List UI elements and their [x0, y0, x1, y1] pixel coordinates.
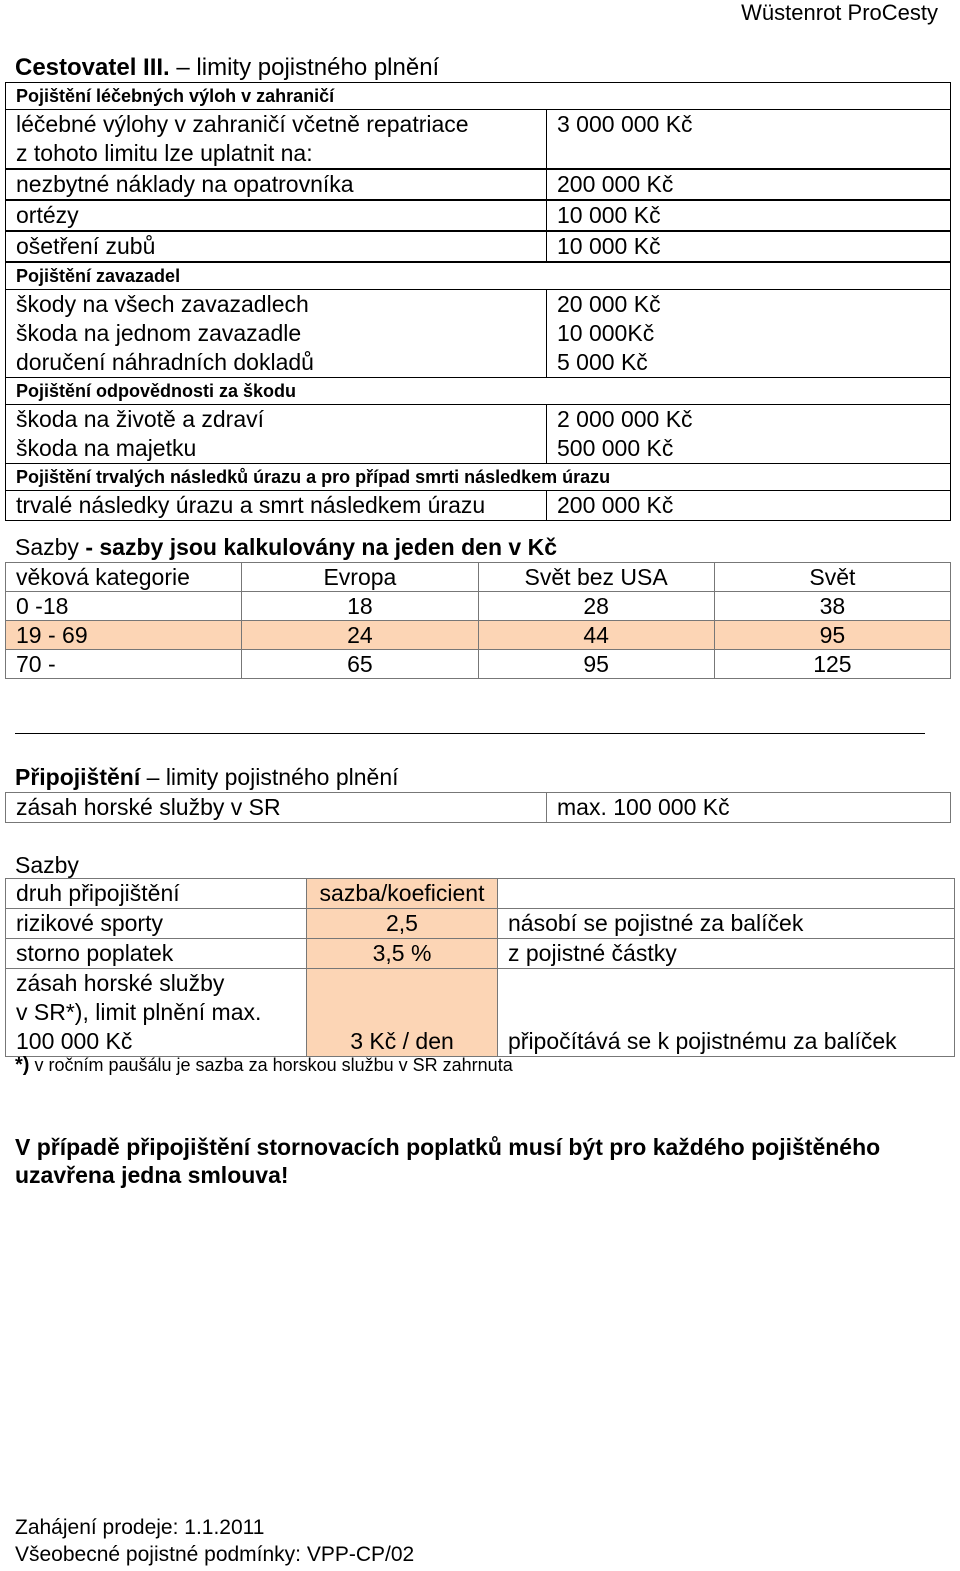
- table-row: 0 -18 18 28 38: [6, 592, 951, 621]
- table-row: trvalé následky úrazu a smrt následkem úrazu 200 000 Kč: [6, 491, 951, 521]
- section-medical: Pojištění léčebných výloh v zahraničí: [6, 83, 951, 110]
- title-rest: – limity pojistného plnění: [169, 54, 440, 81]
- warning-text: V případě připojištění stornovacích poplatků musí být pro každého pojištěného uzavřena jedna smlouva!: [15, 1134, 881, 1188]
- rates-table: [5, 562, 951, 679]
- table-row: doručení náhradních dokladů 5 000 Kč: [6, 348, 951, 378]
- addon-rates-heading: Sazby: [15, 852, 79, 878]
- table-row: ortézy 10 000 Kč: [6, 200, 951, 231]
- table-row: storno poplatek 3,5 % z pojistné částky: [6, 939, 955, 969]
- table-row: škody na všech zavazadlech 20 000 Kč: [6, 290, 951, 320]
- footer-sale-start: Zahájení prodeje: 1.1.2011: [15, 1516, 265, 1539]
- table-row: ošetření zubů 10 000 Kč: [6, 231, 951, 262]
- addon-heading: Připojištění – limity pojistného plnění: [15, 764, 399, 790]
- table-row: z tohoto limitu lze uplatnit na:: [6, 139, 951, 169]
- table-row: škoda na majetku 500 000 Kč: [6, 434, 951, 464]
- table-header-row: věková kategorie Evropa Svět bez USA Svět: [6, 563, 951, 592]
- table-header-row: druh připojištění sazba/koeficient: [6, 879, 955, 909]
- addon-limits-table: [5, 792, 951, 823]
- table-row: 70 - 65 95 125: [6, 650, 951, 679]
- brand-name: Wüstenrot ProCesty: [741, 0, 938, 25]
- page-title: [15, 54, 439, 82]
- section-luggage: Pojištění zavazadel: [6, 262, 951, 290]
- title-bold: Cestovatel III.: [15, 54, 170, 81]
- table-row: zásah horské služby v SR max. 100 000 Kč: [6, 793, 951, 823]
- footer-conditions: Všeobecné pojistné podmínky: VPP-CP/02: [15, 1543, 415, 1566]
- addon-rates-table: [5, 878, 955, 1057]
- section-injury: Pojištění trvalých následků úrazu a pro případ smrti následkem úrazu: [6, 464, 951, 491]
- table-row: zásah horské služby v SR*), limit plnění max. 100 000 Kč 3 Kč / den připočítává se k pojistnému za balíček: [6, 969, 955, 1057]
- table-row: škoda na jednom zavazadle 10 000Kč: [6, 319, 951, 348]
- footnote: *) v ročním paušálu je sazba za horskou službu v SR zahrnuta: [15, 1054, 513, 1076]
- limits-table: [5, 82, 951, 521]
- table-row: léčebné výlohy v zahraničí včetně repatriace 3 000 000 Kč: [6, 110, 951, 140]
- section-liability: Pojištění odpovědnosti za škodu: [6, 378, 951, 405]
- table-row: nezbytné náklady na opatrovníka 200 000 Kč: [6, 169, 951, 200]
- table-row-highlighted: 19 - 69 24 44 95: [6, 621, 951, 650]
- rates-heading: Sazby - sazby jsou kalkulovány na jeden den v Kč: [15, 534, 557, 560]
- table-row: rizikové sporty 2,5 násobí se pojistné za balíček: [6, 909, 955, 939]
- horizontal-rule: [15, 733, 925, 734]
- table-row: škoda na životě a zdraví 2 000 000 Kč: [6, 405, 951, 435]
